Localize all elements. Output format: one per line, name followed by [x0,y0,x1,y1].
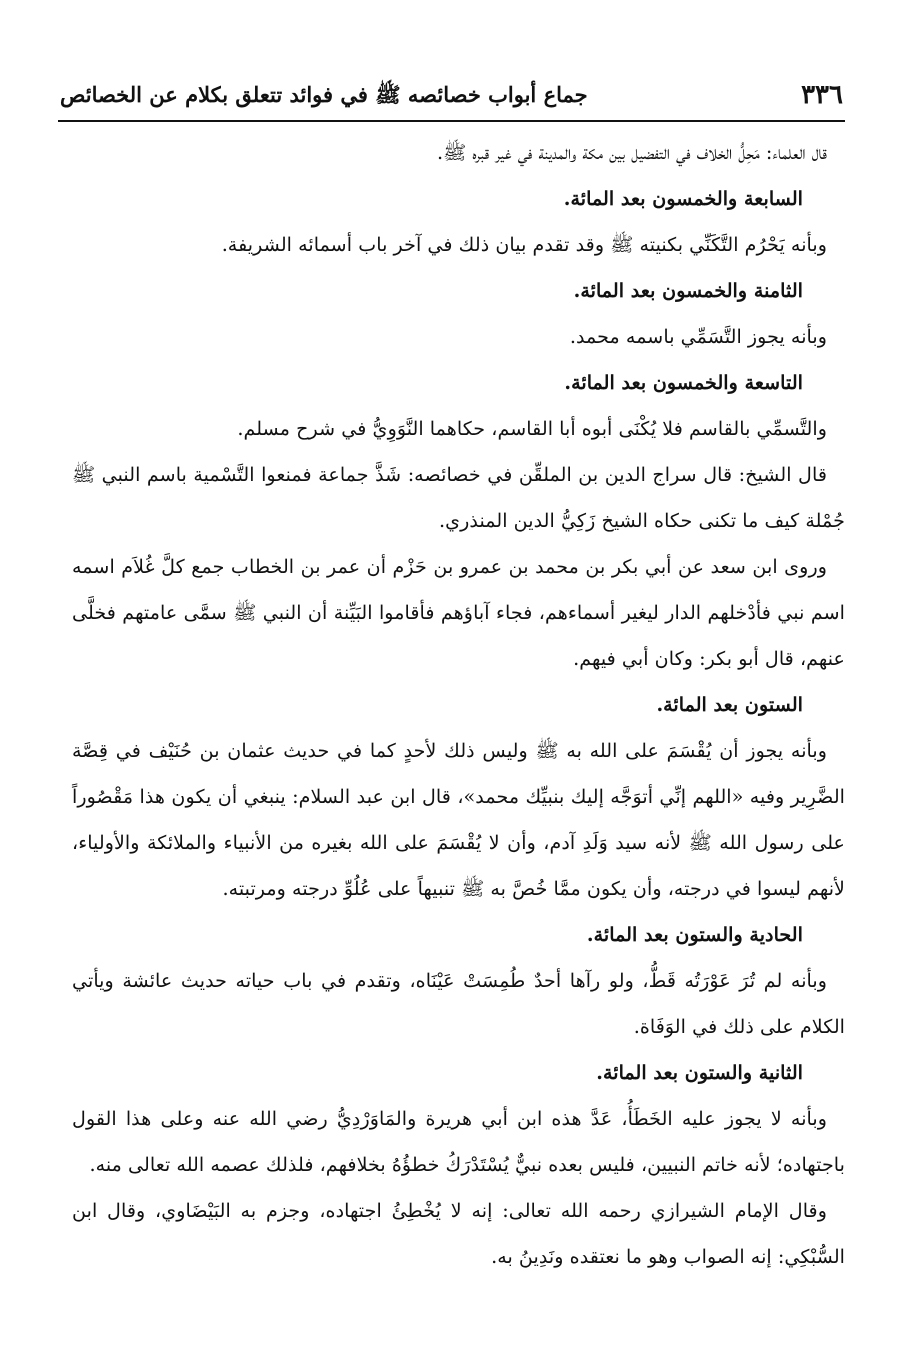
page-number: ٣٣٦ [801,80,843,110]
section-heading: الستون بعد المائة. [656,693,803,716]
paragraph: وبأنه لا يجوز عليه الخَطَأُ، عَدَّ هذه ابن أبي هريرة والمَاوَرْدِيُّ رضي الله عنه وعلى هذا القول باجتهاده؛ لأنه خاتم النبيين، فليس بعده نبيٌّ يُسْتَدْرَكُ خطؤُهُ بخلافهم، فلذلك عصمه الله تعالى منه. [72,1107,845,1176]
section-heading: الثانية والستون بعد المائة. [596,1061,803,1084]
page-header [58,72,845,122]
section-heading: التاسعة والخمسون بعد المائة. [564,371,803,394]
section-heading: الثامنة والخمسون بعد المائة. [573,279,803,302]
running-title: جماع أبواب خصائصه ﷺ في فوائد تتعلق بكلام عن الخصائص [60,82,588,107]
paragraph: قال العلماء: مَحِلُّ الخلاف في التفضيل بين مكة والمدينة في غير قبره ﷺ. [437,141,827,164]
paragraph: وقال الإمام الشيرازي رحمه الله تعالى: إنه لا يُخْطِئُ اجتهاده، وجزم به البَيْضَاوي، وقال ابن السُّبْكِي: إنه الصواب وهو ما نعتقده ونَدِينُ به. [72,1199,845,1268]
paragraph: وبأنه لم تُرَ عَوْرَتُه قَطُّ، ولو رآها أحدٌ طُمِسَتْ عَيْنَاه، وتقدم في باب حياته حديث عائشة ويأتي الكلام على ذلك في الوَفَاة. [72,969,845,1038]
paragraph: وبأنه يَحْرُم التَّكَنِّي بكنيته ﷺ وقد تقدم بيان ذلك في آخر باب أسمائه الشريفة. [221,233,827,256]
paragraph: وبأنه يجوز أن يُقْسَمَ على الله به ﷺ وليس ذلك لأحدٍ كما في حديث عثمان بن حُنَيْف في قِصَّة الضَّرِير وفيه «اللهم إنِّي أتوَجَّه إليك بنبيِّك محمد»، قال ابن عبد السلام: ينبغي أن يكون هذا مَقْصُوراً على رسول الله ﷺ لأنه سيد وَلَدِ آدم، وأن لا يُقْسَمَ على الله بغيره من الأنبياء والملائكة والأولياء، لأنهم ليسوا في درجته، وأن يكون ممَّا خُصَّ به ﷺ تنبيهاً على عُلُوِّ درجته ومرتبته. [72,739,845,900]
section-heading: السابعة والخمسون بعد المائة. [563,187,803,210]
section-heading: الحادية والستون بعد المائة. [586,923,803,946]
page-body [72,130,845,1280]
paragraph: والتَّسمِّي بالقاسم فلا يُكْنَى أبوه أبا القاسم، حكاهما النَّوَوِيُّ في شرح مسلم. [237,417,827,440]
paragraph: وروى ابن سعد عن أبي بكر بن محمد بن عمرو بن حَزْم أن عمر بن الخطاب جمع كلَّ غُلاَم اسمه اسم نبي فأدْخلهم الدار ليغير أسماءهم، فجاء آباؤهم فأقاموا البَيِّنة أن النبي ﷺ سمَّى عامتهم فخلَّى عنهم، قال أبو بكر: وكان أبي فيهم. [72,555,845,670]
paragraph: قال الشيخ: قال سراج الدين بن الملقِّن في خصائصه: شَذَّ جماعة فمنعوا التَّسْمية باسم النبي ﷺ جُمْلة كيف ما تكنى حكاه الشيخ زَكِيُّ الدين المنذري. [72,463,845,532]
paragraph: وبأنه يجوز التَّسَمِّي باسمه محمد. [569,325,827,348]
